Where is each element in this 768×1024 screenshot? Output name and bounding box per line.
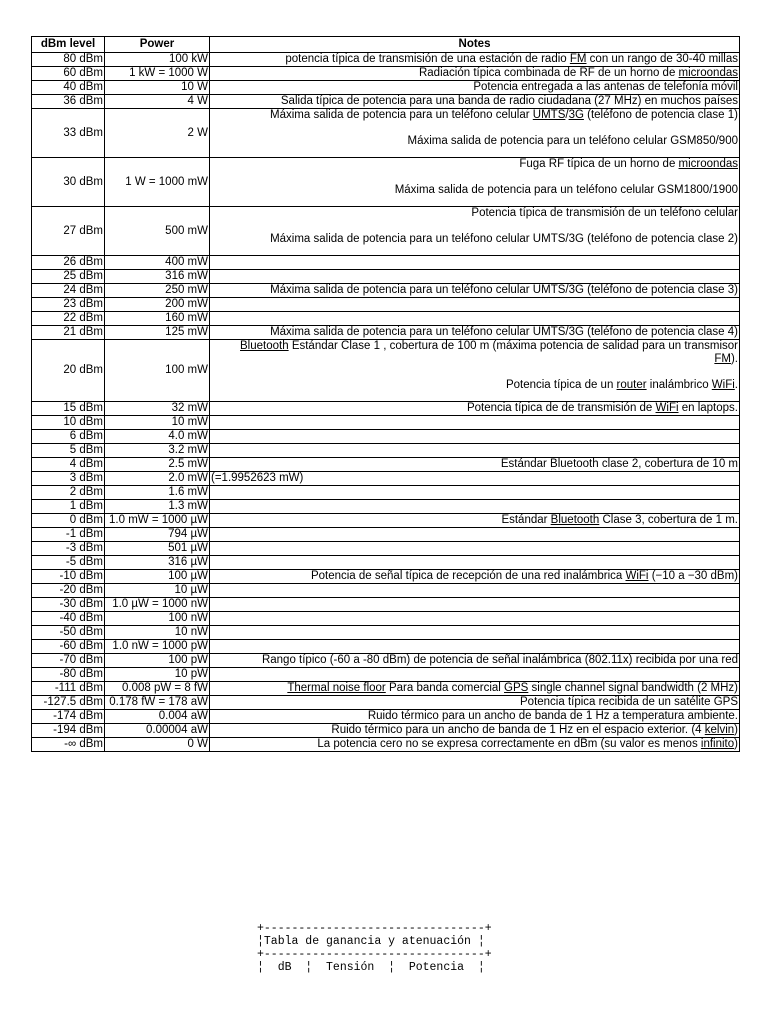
table-row [32,514,740,528]
table-row [32,158,740,207]
cell-power: 200 mW [105,298,210,312]
note-text: Ruido térmico para un ancho de banda de 1 Hz a temperatura ambiente. [367,710,738,722]
table-row [32,570,740,584]
note-line [211,81,738,94]
cell-dbm-level: -174 dBm [32,710,105,724]
cell-power: 0.008 pW = 8 fW [105,682,210,696]
note-link[interactable]: kelvin [704,724,735,736]
cell-notes [210,486,740,500]
table-row [32,528,740,542]
cell-notes [210,444,740,458]
table-row [32,584,740,598]
cell-dbm-level: 1 dBm [32,500,105,514]
note-text: single channel signal bandwidth (2 MHz) [528,682,738,694]
table-row [32,416,740,430]
cell-notes [210,542,740,556]
note-line [211,340,738,353]
table-row [32,340,740,402]
table-row [32,598,740,612]
cell-power: 10 pW [105,668,210,682]
cell-notes [210,67,740,81]
table-row [32,542,740,556]
cell-power: 100 kW [105,53,210,67]
cell-notes [210,326,740,340]
cell-power: 4 W [105,95,210,109]
cell-power: 100 mW [105,340,210,402]
note-link[interactable]: infinito [700,738,735,750]
note-link[interactable]: 3G [568,109,584,121]
cell-notes [210,81,740,95]
cell-power: 32 mW [105,402,210,416]
cell-dbm-level: 6 dBm [32,430,105,444]
cell-power: 250 mW [105,284,210,298]
note-link[interactable]: router [616,379,647,391]
ascii-top-border: +--------------------------------+ [257,922,492,935]
ascii-header-row: ¦ dB ¦ Tensión ¦ Potencia ¦ [257,961,485,974]
cell-notes [210,402,740,416]
note-text: Potencia típica de de transmisión de [466,402,656,414]
cell-dbm-level: 60 dBm [32,67,105,81]
dbm-table [31,36,740,752]
note-text: ) [734,738,738,750]
cell-dbm-level: 23 dBm [32,298,105,312]
cell-power: 125 mW [105,326,210,340]
cell-dbm-level: -30 dBm [32,598,105,612]
note-text: Máxima salida de potencia para un teléfono celular UMTS/3G (teléfono de potencia clase 2) [270,233,738,245]
note-spacer [211,220,738,233]
table-row [32,696,740,710]
note-line [211,135,738,148]
cell-notes [210,514,740,528]
cell-power: 0.00004 aW [105,724,210,738]
table-row [32,430,740,444]
cell-power: 1.0 mW = 1000 µW [105,514,210,528]
cell-notes [210,626,740,640]
table-row [32,95,740,109]
cell-notes [210,724,740,738]
note-line [211,67,738,80]
cell-dbm-level: -50 dBm [32,626,105,640]
note-line [211,95,738,108]
cell-dbm-level: -80 dBm [32,668,105,682]
cell-dbm-level: -5 dBm [32,556,105,570]
cell-dbm-level: 24 dBm [32,284,105,298]
note-link[interactable]: microondas [678,158,738,170]
note-link[interactable]: Bluetooth [240,340,289,352]
note-text: ). [730,353,738,365]
note-line [211,472,738,485]
note-link[interactable]: UMTS [532,109,566,121]
note-text: / [565,109,569,121]
cell-power: 500 mW [105,207,210,256]
table-row [32,402,740,416]
header-dbm-level: dBm level [32,37,105,53]
note-line [211,207,738,220]
table-row [32,53,740,67]
note-text: Estándar [501,514,551,526]
cell-notes [210,158,740,207]
cell-power: 0.178 fW = 178 aW [105,696,210,710]
note-text: Clase 3, cobertura de 1 m. [599,514,738,526]
note-text: Máxima salida de potencia para un teléfono celular GSM1800/1900 [394,184,738,196]
note-spacer [211,171,738,184]
note-line [211,353,738,366]
cell-power: 100 µW [105,570,210,584]
cell-notes [210,612,740,626]
note-line [211,158,738,171]
cell-dbm-level: -10 dBm [32,570,105,584]
table-row [32,472,740,486]
note-line [211,109,738,122]
note-text: Potencia típica de transmisión de un teléfono celular [471,207,738,219]
cell-power: 794 µW [105,528,210,542]
cell-notes [210,416,740,430]
note-text: (teléfono de potencia clase 1) [583,109,738,121]
note-spacer [211,366,738,379]
note-text: Estándar Clase 1 , cobertura de 100 m (máxima potencia de salidad para un transmisor [288,340,738,352]
cell-notes [210,654,740,668]
cell-power: 0 W [105,738,210,752]
table-row [32,682,740,696]
cell-power: 10 nW [105,626,210,640]
note-text: Máxima salida de potencia para un teléfono celular GSM850/900 [407,135,738,147]
cell-notes [210,298,740,312]
cell-power: 2.0 mW [105,472,210,486]
note-text: Fuga RF típica de un horno de [519,158,679,170]
cell-dbm-level: 26 dBm [32,256,105,270]
cell-power: 316 mW [105,270,210,284]
header-power: Power [105,37,210,53]
table-row [32,256,740,270]
note-text: Salida típica de potencia para una banda de radio ciudadana (27 MHz) en muchos países [280,95,738,107]
cell-power: 0.004 aW [105,710,210,724]
cell-dbm-level: 22 dBm [32,312,105,326]
note-text: en laptops. [678,402,738,414]
cell-dbm-level: 4 dBm [32,458,105,472]
note-line [211,724,738,737]
cell-dbm-level: 33 dBm [32,109,105,158]
cell-power: 1.3 mW [105,500,210,514]
table-row [32,67,740,81]
note-line [211,570,738,583]
cell-dbm-level: -1 dBm [32,528,105,542]
table-row [32,486,740,500]
note-link[interactable]: WiFi [625,570,649,582]
cell-power: 400 mW [105,256,210,270]
note-text: (=1.9952623 mW) [211,472,304,484]
cell-notes [210,458,740,472]
note-link[interactable]: WiFi [655,402,679,414]
cell-notes [210,556,740,570]
note-text: Potencia entregada a las antenas de telefonía móvil [473,81,738,93]
cell-notes [210,640,740,654]
table-row [32,458,740,472]
note-line [211,654,738,667]
cell-notes [210,109,740,158]
note-text: Máxima salida de potencia para un teléfono celular UMTS/3G (teléfono de potencia clase 4) [270,326,738,338]
cell-dbm-level: -20 dBm [32,584,105,598]
note-text: Potencia típica recibida de un satélite GPS [520,696,738,708]
cell-notes [210,598,740,612]
table-row [32,326,740,340]
note-link[interactable]: WiFi [711,379,735,391]
cell-power: 501 µW [105,542,210,556]
note-line [211,233,738,246]
table-row [32,109,740,158]
note-line [211,738,738,751]
table-row [32,710,740,724]
ascii-separator: +--------------------------------+ [257,948,492,961]
cell-power: 100 nW [105,612,210,626]
cell-notes [210,207,740,256]
cell-dbm-level: -194 dBm [32,724,105,738]
table-row [32,738,740,752]
cell-power: 1 kW = 1000 W [105,67,210,81]
table-row [32,654,740,668]
cell-dbm-level: 40 dBm [32,81,105,95]
cell-dbm-level: -40 dBm [32,612,105,626]
cell-notes [210,570,740,584]
note-link[interactable]: GPS [504,682,529,694]
cell-power: 1 W = 1000 mW [105,158,210,207]
note-text: Para banda comercial [385,682,505,694]
cell-dbm-level: 0 dBm [32,514,105,528]
cell-power: 10 W [105,81,210,95]
note-text: Radiación típica combinada de RF de un horno de [418,67,679,79]
cell-dbm-level: 5 dBm [32,444,105,458]
table-row [32,556,740,570]
note-line [211,710,738,723]
cell-dbm-level: 20 dBm [32,340,105,402]
cell-dbm-level: 80 dBm [32,53,105,67]
note-line [211,402,738,415]
cell-dbm-level: -60 dBm [32,640,105,654]
cell-power: 160 mW [105,312,210,326]
note-line [211,184,738,197]
cell-notes [210,53,740,67]
cell-notes [210,528,740,542]
cell-notes [210,340,740,402]
cell-dbm-level: 27 dBm [32,207,105,256]
cell-power: 1.0 nW = 1000 pW [105,640,210,654]
note-text: Máxima salida de potencia para un teléfono celular UMTS/3G (teléfono de potencia clase 3) [270,284,738,296]
cell-dbm-level: -70 dBm [32,654,105,668]
cell-notes [210,95,740,109]
cell-notes [210,284,740,298]
table-row [32,626,740,640]
cell-dbm-level: 30 dBm [32,158,105,207]
table-row [32,312,740,326]
note-text: Potencia de señal típica de recepción de una red inalámbrica [310,570,626,582]
cell-dbm-level: 15 dBm [32,402,105,416]
note-text: La potencia cero no se expresa correctamente en dBm (su valor es menos [317,738,701,750]
cell-power: 10 mW [105,416,210,430]
cell-power: 10 µW [105,584,210,598]
cell-notes [210,696,740,710]
note-line [211,696,738,709]
table-row [32,207,740,256]
table-row [32,640,740,654]
note-link[interactable]: microondas [678,67,738,79]
cell-dbm-level: 10 dBm [32,416,105,430]
table-body [32,53,740,752]
note-link[interactable]: FM [569,53,587,65]
table-row [32,668,740,682]
cell-dbm-level: 3 dBm [32,472,105,486]
table-row [32,444,740,458]
cell-power: 100 pW [105,654,210,668]
cell-notes [210,312,740,326]
note-line [211,458,738,471]
cell-dbm-level: -127.5 dBm [32,696,105,710]
cell-power: 3.2 mW [105,444,210,458]
note-spacer [211,122,738,135]
table-header-row [32,37,740,53]
note-text: (−10 a −30 dBm) [648,570,738,582]
table-row [32,612,740,626]
cell-notes [210,668,740,682]
table-row [32,81,740,95]
note-line [211,284,738,297]
cell-dbm-level: -111 dBm [32,682,105,696]
cell-notes [210,270,740,284]
cell-dbm-level: 36 dBm [32,95,105,109]
cell-power: 2 W [105,109,210,158]
note-link[interactable]: FM [714,353,731,365]
note-text: . [734,379,738,391]
table-row [32,284,740,298]
cell-notes [210,738,740,752]
note-line [211,53,738,66]
cell-notes [210,500,740,514]
table-row [32,724,740,738]
note-link[interactable]: Bluetooth [550,514,600,526]
cell-notes [210,472,740,486]
note-line [211,326,738,339]
cell-notes [210,430,740,444]
cell-power: 1.0 µW = 1000 nW [105,598,210,612]
note-text: Potencia típica de un [505,379,617,391]
cell-power: 316 µW [105,556,210,570]
note-text: Máxima salida de potencia para un teléfono celular [270,109,533,121]
table-row [32,298,740,312]
note-text: Ruido térmico para un ancho de banda de 1 Hz en el espacio exterior. (4 [331,724,705,736]
cell-dbm-level: 2 dBm [32,486,105,500]
table-row [32,500,740,514]
cell-notes [210,710,740,724]
note-text: Estándar Bluetooth clase 2, cobertura de 10 m [500,458,738,470]
cell-notes [210,256,740,270]
table-row [32,270,740,284]
note-text: Rango típico (-60 a -80 dBm) de potencia de señal inalámbrica (802.11x) recibida por una red [261,654,738,666]
note-text: ) [734,724,738,736]
cell-dbm-level: -∞ dBm [32,738,105,752]
note-line [211,682,738,695]
ascii-title-row: ¦Tabla de ganancia y atenuación ¦ [257,935,485,948]
cell-power: 4.0 mW [105,430,210,444]
note-text: inalámbrico [646,379,712,391]
header-notes: Notes [210,37,740,53]
cell-dbm-level: 25 dBm [32,270,105,284]
cell-notes [210,682,740,696]
cell-notes [210,584,740,598]
note-link[interactable]: Thermal noise floor [287,682,386,694]
note-text: potencia típica de transmisión de una estación de radio [285,53,570,65]
note-line [211,514,738,527]
cell-dbm-level: -3 dBm [32,542,105,556]
cell-power: 2.5 mW [105,458,210,472]
ascii-gain-table [257,922,492,974]
note-line [211,379,738,392]
cell-dbm-level: 21 dBm [32,326,105,340]
cell-power: 1.6 mW [105,486,210,500]
note-text: con un rango de 30-40 millas [586,53,738,65]
